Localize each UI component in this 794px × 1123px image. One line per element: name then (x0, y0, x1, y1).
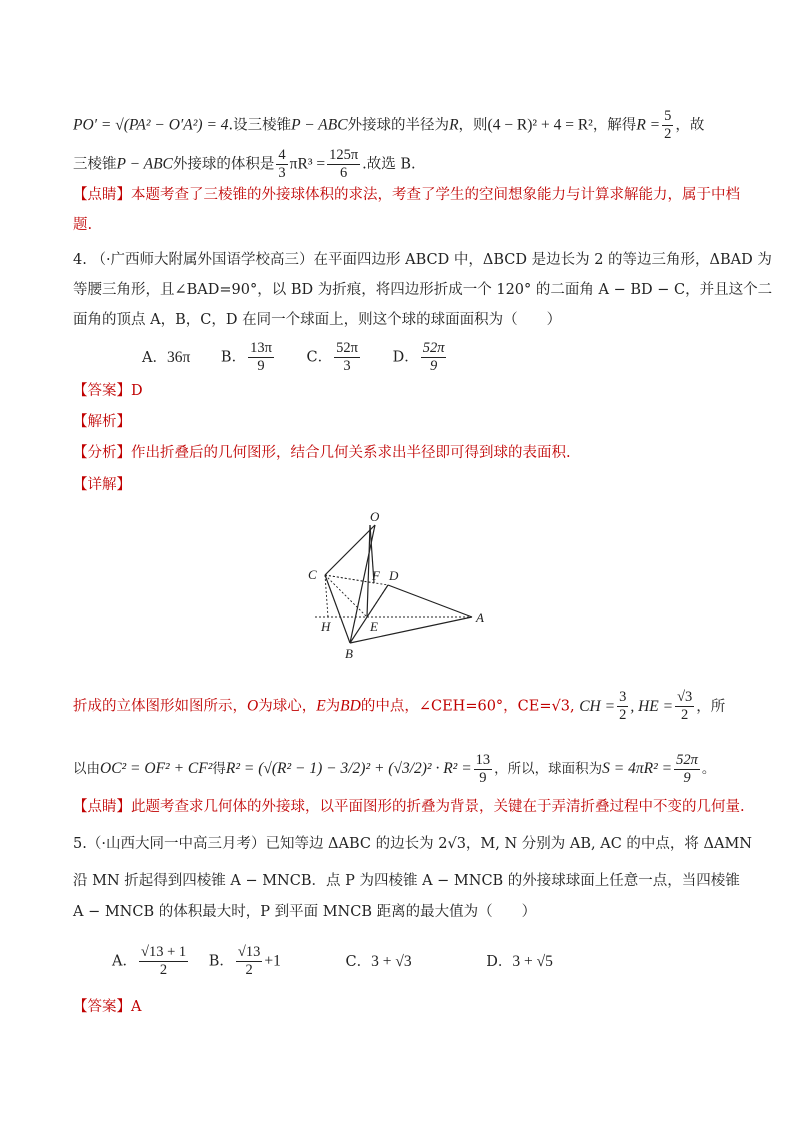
fraction (334, 340, 360, 375)
math-var: R (449, 116, 459, 134)
denominator: 3 (343, 358, 351, 374)
numerator: 125π (329, 147, 359, 163)
numerator: 5 (664, 108, 672, 124)
option-a (142, 348, 190, 368)
math-expr: πR³ = (289, 155, 326, 173)
fraction (139, 944, 188, 979)
analysis-tag: 【解析】 (73, 414, 131, 430)
fraction (617, 689, 628, 724)
fenxi-tag: 【分析】 (73, 445, 131, 461)
option-d (486, 952, 553, 972)
option-label: C． (306, 349, 333, 366)
numerator: 52π (422, 340, 445, 356)
question-4-line-2: 等腰三角形，且∠BAD=90°，以 BD 为折痕，将四边形折成一个 120° 的二面角 A − BD − C，并且这个二 (73, 282, 773, 298)
dashed-CE (325, 575, 367, 617)
math-expr: (4 − R)² + 4 = R² (487, 116, 593, 134)
question-4-options (142, 340, 474, 375)
label-B: B (345, 646, 353, 661)
text: 外接球的半径为 (347, 117, 450, 134)
option-value: 36π (166, 348, 191, 366)
text: 外接球的体积是 (172, 156, 275, 173)
math-expr: CH = (579, 697, 616, 715)
tip-tag: 【点睛】 (73, 799, 131, 815)
edge-OC (325, 525, 375, 575)
option-label: A． (112, 953, 137, 970)
denominator: 3 (278, 165, 286, 181)
answer-value: A (131, 999, 142, 1015)
denominator: 2 (681, 707, 689, 723)
solution-line-2 (73, 752, 715, 787)
fraction (248, 340, 274, 375)
answer-line-2 (73, 997, 141, 1017)
numerator: √13 + 1 (140, 944, 187, 960)
math-var: BD (340, 697, 361, 715)
math-var: E (316, 697, 326, 715)
text: 得 (212, 761, 226, 777)
math-expr: PO′ = √(PA² − O′A²) = 4 (73, 116, 229, 134)
option-c (345, 952, 411, 972)
math-expr: S = 4πR² = (602, 760, 673, 777)
math-expr: P − ABC (116, 155, 173, 173)
numerator: 52π (676, 752, 698, 768)
label-O: O (370, 509, 380, 524)
tip-text: 题. (73, 217, 93, 233)
numerator: 13π (250, 340, 272, 356)
option-a (112, 944, 190, 979)
option-label: B． (208, 953, 234, 970)
geometry-diagram (300, 505, 500, 665)
option-label: D． (392, 349, 419, 366)
numerator: 13 (475, 752, 491, 768)
tip-text: 此题考查求几何体的外接球，以平面图形的折叠为背景，关键在于弄清折叠过程中不变的几何量. (131, 799, 745, 815)
numerator: √13 (237, 944, 261, 960)
option-label: B． (220, 349, 247, 366)
text: 三棱锥 (73, 156, 117, 173)
fraction (674, 752, 700, 787)
tip-paragraph-cont (73, 215, 92, 235)
fenxi-text: 作出折叠后的几何图形，结合几何关系求出半径即可得到球的表面积. (131, 445, 571, 461)
tip-text: 本题考查了三棱锥的外接球体积的求法，考查了学生的空间想象能力与计算求解能力，属于中档 (131, 187, 740, 203)
text: .设三棱锥 (228, 117, 292, 134)
numerator: 3 (619, 689, 627, 705)
question-5-options (112, 944, 579, 979)
numerator: 4 (278, 147, 286, 163)
question-4-line-3: 面角的顶点 A，B，C，D 在同一个球面上，则这个球的球面面积为（ ） (73, 312, 562, 328)
denominator: 2 (664, 126, 672, 142)
answer-line (73, 381, 143, 401)
option-value: 3 + √5 (512, 952, 553, 970)
denominator: 2 (619, 707, 627, 723)
question-4-line-1: 4. （·广西师大附属外国语学校高三）在平面四边形 ABCD 中，ΔBCD 是边长为 2 的等边三角形，ΔBAD 为 (73, 252, 772, 268)
tip-paragraph-2 (73, 797, 745, 817)
text: ，所 (696, 698, 726, 715)
text: .故选 B. (362, 156, 416, 173)
text: 的中点，∠CEH=60°，CE=√3, (360, 698, 575, 715)
option-b (209, 944, 281, 979)
question-5-line-1: 5.（·山西大同一中高三月考）已知等边 ΔABC 的边长为 2√3，M, N 分别为 AB, AC 的中点，将 ΔAMN (73, 836, 752, 852)
math-expr: R² = (√(R² − 1) − 3/2)² + (√3/2)² · R² = (225, 760, 472, 777)
math-expr: , HE = (630, 697, 674, 715)
question-5-line-2: 沿 MN 折起得到四棱锥 A − MNCB．点 P 为四棱锥 A − MNCB 的外接球球面上任意一点，当四棱锥 (73, 873, 740, 889)
fraction (421, 340, 447, 375)
option-value: 3 + √3 (371, 952, 412, 970)
option-label: A． (142, 349, 167, 366)
denominator: 9 (479, 770, 487, 786)
fraction (276, 147, 287, 182)
edge-OE (367, 525, 370, 617)
text: 以由 (73, 761, 100, 777)
option-tail: +1 (264, 952, 281, 970)
option-c (307, 340, 362, 375)
edge-BA (350, 617, 472, 643)
fraction (662, 108, 673, 143)
fraction (236, 944, 262, 979)
fenxi-line (73, 443, 571, 463)
text: 折成的立体图形如图所示， (73, 698, 247, 715)
dashed-CF (325, 575, 374, 583)
label-F: F (372, 568, 380, 583)
tip-tag: 【点睛】 (73, 187, 131, 203)
text-line (73, 147, 416, 182)
solution-line-1 (73, 689, 725, 724)
answer-tag: 【答案】 (73, 999, 131, 1015)
denominator: 6 (340, 165, 348, 181)
denominator: 9 (429, 358, 438, 374)
xiangjie-tag: 【详解】 (73, 477, 131, 493)
fraction (474, 752, 493, 787)
fraction (327, 147, 360, 182)
denominator: 2 (159, 962, 168, 978)
text: ，解得 (592, 117, 637, 134)
option-d (393, 340, 449, 375)
math-var: O (247, 697, 259, 715)
math-expr: OC² = OF² + CF² (100, 760, 213, 777)
text: 为球心， (258, 698, 317, 715)
denominator: 9 (683, 770, 691, 786)
option-label: D． (486, 953, 513, 970)
math-expr: R = (636, 116, 661, 134)
text: 。 (701, 761, 716, 777)
label-D: D (389, 568, 399, 583)
fraction (675, 689, 694, 724)
text: ，则 (458, 117, 488, 134)
denominator: 9 (257, 358, 265, 374)
text-line (73, 108, 704, 143)
answer-tag: 【答案】 (73, 383, 131, 399)
numerator: √3 (677, 689, 693, 705)
text: ，所以，球面积为 (494, 761, 603, 777)
label-C: C (308, 567, 317, 582)
numerator: 52π (336, 340, 358, 356)
question-5-line-3: A − MNCB 的体积最大时，P 到平面 MNCB 距离的最大值为（ ） (73, 904, 537, 920)
edge-DA (388, 585, 472, 617)
tip-paragraph (73, 185, 740, 205)
label-A: A (476, 610, 484, 625)
denominator: 2 (245, 962, 253, 978)
text: 为 (325, 698, 341, 715)
text: ，故 (675, 117, 705, 134)
math-expr: P − ABC (291, 116, 348, 134)
label-H: H (321, 619, 331, 634)
answer-value: D (131, 383, 143, 399)
label-E: E (370, 619, 378, 634)
option-b (221, 340, 276, 375)
option-label: C． (345, 953, 372, 970)
